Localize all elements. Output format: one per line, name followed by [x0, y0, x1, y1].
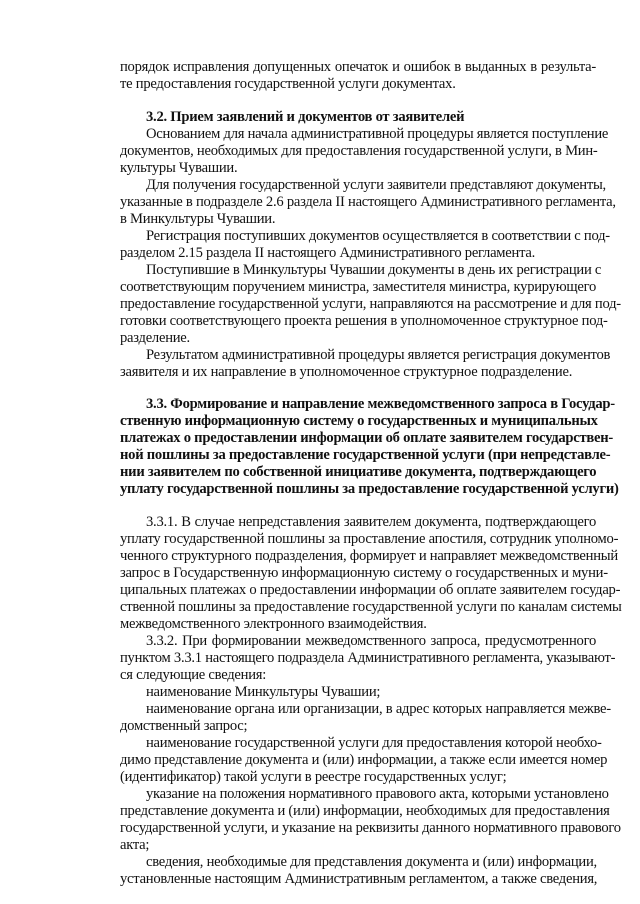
text-line: те предоставления государственной услуги документах.	[120, 76, 456, 92]
text-line: запрос в Государственную информационную систему о государственных и муни-	[120, 565, 608, 581]
text-line: ципальных платежах о предоставлении информации об оплате заявителем государ-	[120, 582, 621, 598]
text-line: ственной пошлины за предоставление государственной услуги по каналам системы	[120, 599, 622, 615]
text-line: соответствующим поручением министра, заместителя министра, курирующего	[120, 279, 596, 295]
text-line: предоставление государственной услуги, направляются на рассмотрение и для под-	[120, 296, 621, 312]
section-heading: уплату государственной пошлины за предоставление государственной услуги)	[120, 481, 619, 497]
text-line: наименование Минкультуры Чувашии;	[146, 684, 381, 700]
text-line: ченного структурного подразделения, формирует и направляет межведомственный	[120, 548, 618, 564]
text-line: наименование государственной услуги для предоставления которой необхо-	[146, 735, 602, 751]
text-line: димо представление документа и (или) информации, а также если имеется номер	[120, 752, 608, 768]
text-line: указанные в подразделе 2.6 раздела II настоящего Административного регламента,	[120, 194, 616, 210]
text-line: Регистрация поступивших документов осуществляется в соответствии с под-	[146, 228, 610, 244]
section-heading: 3.3. Формирование и направление межведомственного запроса в Государ-	[146, 396, 615, 412]
text-line: (идентификатор) такой услуги в реестре государственных услуг;	[120, 769, 507, 785]
text-line: уплату государственной пошлины за проставление апостиля, сотрудник уполномо-	[120, 531, 619, 547]
text-line: разделом 2.15 раздела II настоящего Административного регламента.	[120, 245, 536, 261]
text-line: культуры Чувашии.	[120, 160, 238, 176]
text-line: сведения, необходимые для представления документа и (или) информации,	[146, 854, 597, 870]
text-line: наименование органа или организации, в адрес которых направляется межве-	[146, 701, 611, 717]
section-heading: ной пошлины за предоставление государственной услуги (при непредставле-	[120, 447, 611, 463]
section-heading: ственную информационную систему о государственных и муниципальных	[120, 413, 598, 429]
text-line: указание на положения нормативного правового акта, которыми установлено	[146, 786, 609, 802]
section-heading: 3.2. Прием заявлений и документов от заявителей	[146, 109, 465, 125]
text-line: документов, необходимых для предоставления государственной услуги, в Мин-	[120, 143, 598, 159]
text-line: Результатом административной процедуры является регистрация документов	[146, 347, 611, 363]
text-line: заявителя и их направление в уполномоченное структурное подразделение.	[120, 364, 573, 380]
text-line: разделение.	[120, 330, 190, 346]
text-line: 3.3.1. В случае непредставления заявителем документа, подтверждающего	[146, 514, 596, 530]
text-line: домственный запрос;	[120, 718, 248, 734]
text-line: в Минкультуры Чувашии.	[120, 211, 276, 227]
text-line: ся следующие сведения:	[120, 667, 267, 683]
text-line: 3.3.2. При формировании межведомственного запроса, предусмотренного	[146, 633, 596, 649]
text-line: готовки соответствующего проекта решения в уполномоченное структурное под-	[120, 313, 608, 329]
section-heading: платежах о предоставлении информации об оплате заявителем государствен-	[120, 430, 614, 446]
text-line: межведомственного электронного взаимодействия.	[120, 616, 427, 632]
text-line: пунктом 3.3.1 настоящего подраздела Административного регламента, указывают-	[120, 650, 616, 666]
text-line: порядок исправления допущенных опечаток и ошибок в выданных в результа-	[120, 59, 596, 75]
text-line: государственной услуги, и указание на реквизиты данного нормативного правового	[120, 820, 621, 836]
text-line: акта;	[120, 837, 150, 853]
text-line: Для получения государственной услуги заявители представляют документы,	[146, 177, 606, 193]
text-line: Основанием для начала административной процедуры является поступление	[146, 126, 609, 142]
text-line: представление документа и (или) информации, необходимых для предоставления	[120, 803, 610, 819]
text-line: Поступившие в Минкультуры Чувашии документы в день их регистрации с	[146, 262, 602, 278]
section-heading: нии заявителем по собственной инициативе документа, подтверждающего	[120, 464, 597, 480]
text-line: установленные настоящим Административным регламентом, а также сведения,	[120, 871, 598, 887]
